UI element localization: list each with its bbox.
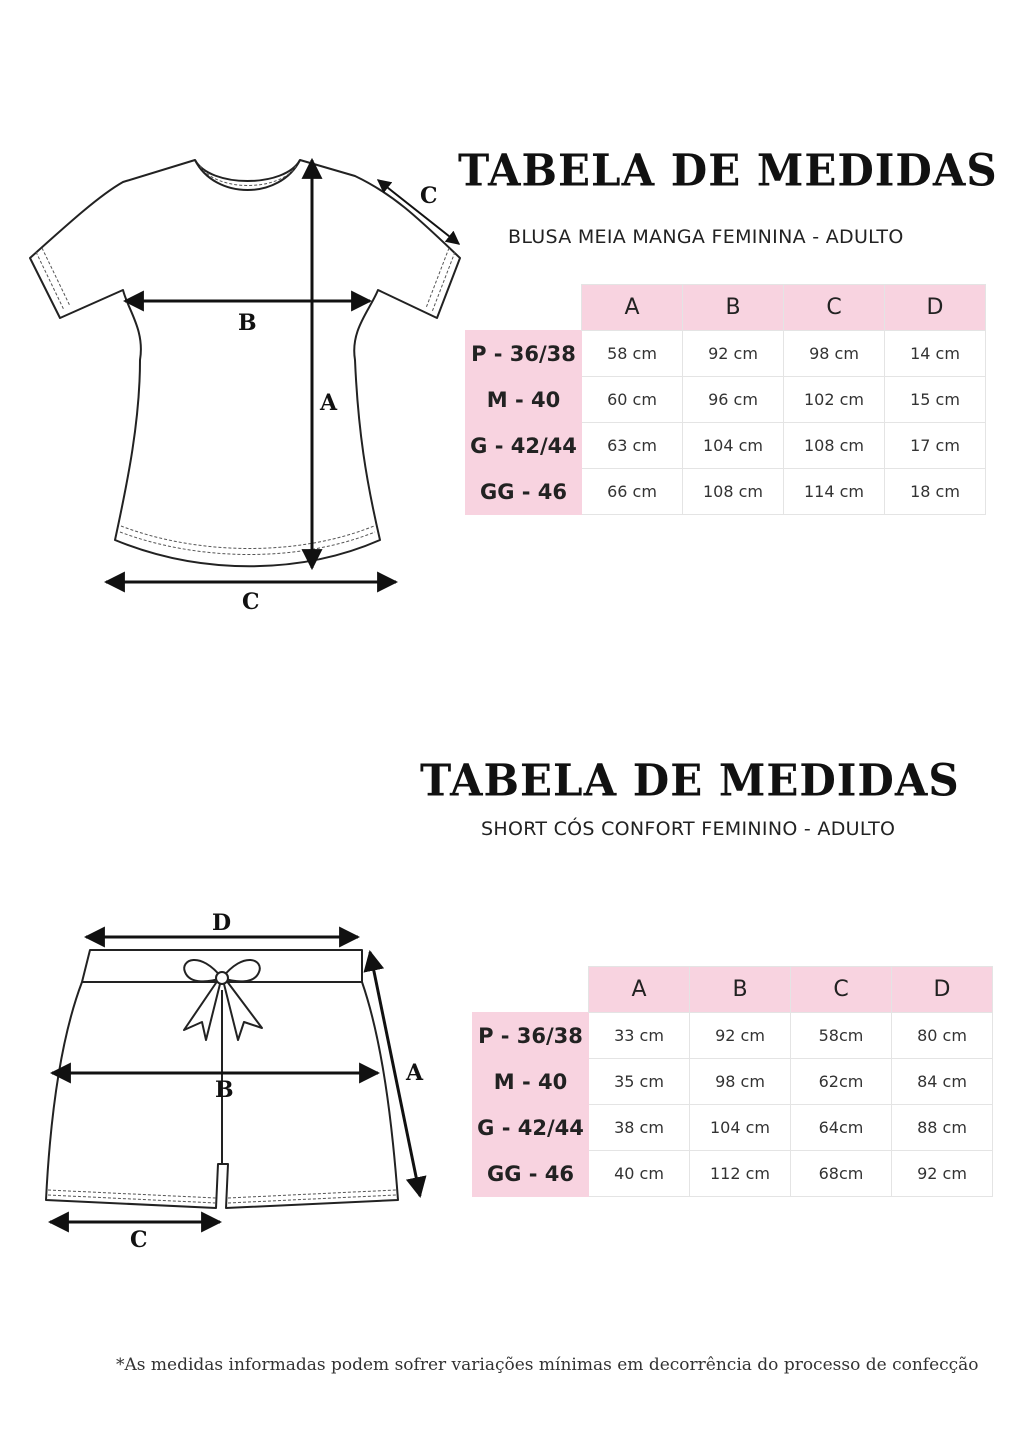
table-cell: 96 cm (683, 377, 784, 423)
table-cell: 33 cm (589, 1013, 690, 1059)
size-label: G - 42/44 (466, 423, 582, 469)
table-row (466, 377, 986, 423)
shirt-diagram (0, 140, 470, 620)
size-label: P - 36/38 (466, 331, 582, 377)
table-row (473, 1013, 993, 1059)
table-cell: 112 cm (690, 1151, 791, 1197)
table-cell: 60 cm (582, 377, 683, 423)
size-label: GG - 46 (473, 1151, 589, 1197)
size-label: G - 42/44 (473, 1105, 589, 1151)
footnote: *As medidas informadas podem sofrer variações mínimas em decorrência do processo de confecção (116, 1355, 979, 1375)
table-cell: 14 cm (885, 331, 986, 377)
table-corner (473, 967, 589, 1013)
column-header-b: B (683, 285, 784, 331)
table-cell: 92 cm (683, 331, 784, 377)
shorts-label-c: C (130, 1227, 148, 1253)
table-cell: 35 cm (589, 1059, 690, 1105)
table-cell: 98 cm (690, 1059, 791, 1105)
table-cell: 40 cm (589, 1151, 690, 1197)
shorts-stitching (48, 1190, 396, 1203)
table-cell: 108 cm (784, 423, 885, 469)
shirt-title: TABELA DE MEDIDAS (458, 144, 998, 197)
shorts-label-a: A (406, 1060, 424, 1086)
table-cell: 88 cm (892, 1105, 993, 1151)
table-row (466, 469, 986, 515)
table-cell: 68cm (791, 1151, 892, 1197)
size-label: GG - 46 (466, 469, 582, 515)
table-corner (466, 285, 582, 331)
shorts-label-b: B (215, 1077, 234, 1103)
shorts-label-d: D (212, 910, 232, 936)
table-cell: 114 cm (784, 469, 885, 515)
shirt-label-c-sleeve: C (420, 183, 438, 209)
table-cell: 17 cm (885, 423, 986, 469)
table-cell: 92 cm (892, 1151, 993, 1197)
column-header-a: A (582, 285, 683, 331)
size-label: P - 36/38 (473, 1013, 589, 1059)
column-header-c: C (784, 285, 885, 331)
table-cell: 64cm (791, 1105, 892, 1151)
table-cell: 92 cm (690, 1013, 791, 1059)
table-cell: 38 cm (589, 1105, 690, 1151)
shorts-title: TABELA DE MEDIDAS (420, 754, 960, 807)
table-cell: 84 cm (892, 1059, 993, 1105)
shorts-size-table (472, 966, 993, 1197)
table-cell: 80 cm (892, 1013, 993, 1059)
shirt-subtitle: BLUSA MEIA MANGA FEMININA - ADULTO (508, 226, 904, 248)
table-row (466, 423, 986, 469)
table-cell: 102 cm (784, 377, 885, 423)
table-cell: 108 cm (683, 469, 784, 515)
table-cell: 104 cm (683, 423, 784, 469)
table-header-row (466, 285, 986, 331)
table-row (473, 1151, 993, 1197)
table-cell: 15 cm (885, 377, 986, 423)
table-row (473, 1059, 993, 1105)
shirt-label-b: B (238, 310, 257, 336)
shirt-label-c-bottom: C (242, 589, 260, 615)
table-cell: 62cm (791, 1059, 892, 1105)
size-label: M - 40 (473, 1059, 589, 1105)
table-header-row (473, 967, 993, 1013)
shirt-stitching (36, 166, 455, 555)
column-header-a: A (589, 967, 690, 1013)
shirt-outline (30, 160, 460, 566)
shirt-label-a: A (320, 390, 338, 416)
table-cell: 63 cm (582, 423, 683, 469)
table-cell: 98 cm (784, 331, 885, 377)
table-cell: 58cm (791, 1013, 892, 1059)
column-header-d: D (885, 285, 986, 331)
table-cell: 18 cm (885, 469, 986, 515)
column-header-c: C (791, 967, 892, 1013)
column-header-d: D (892, 967, 993, 1013)
column-header-b: B (690, 967, 791, 1013)
table-row (466, 331, 986, 377)
table-cell: 58 cm (582, 331, 683, 377)
shirt-size-table (465, 284, 986, 515)
size-label: M - 40 (466, 377, 582, 423)
shorts-subtitle: SHORT CÓS CONFORT FEMININO - ADULTO (481, 818, 896, 840)
shirt-arrow-c-sleeve (378, 180, 459, 244)
table-cell: 104 cm (690, 1105, 791, 1151)
table-row (473, 1105, 993, 1151)
table-cell: 66 cm (582, 469, 683, 515)
